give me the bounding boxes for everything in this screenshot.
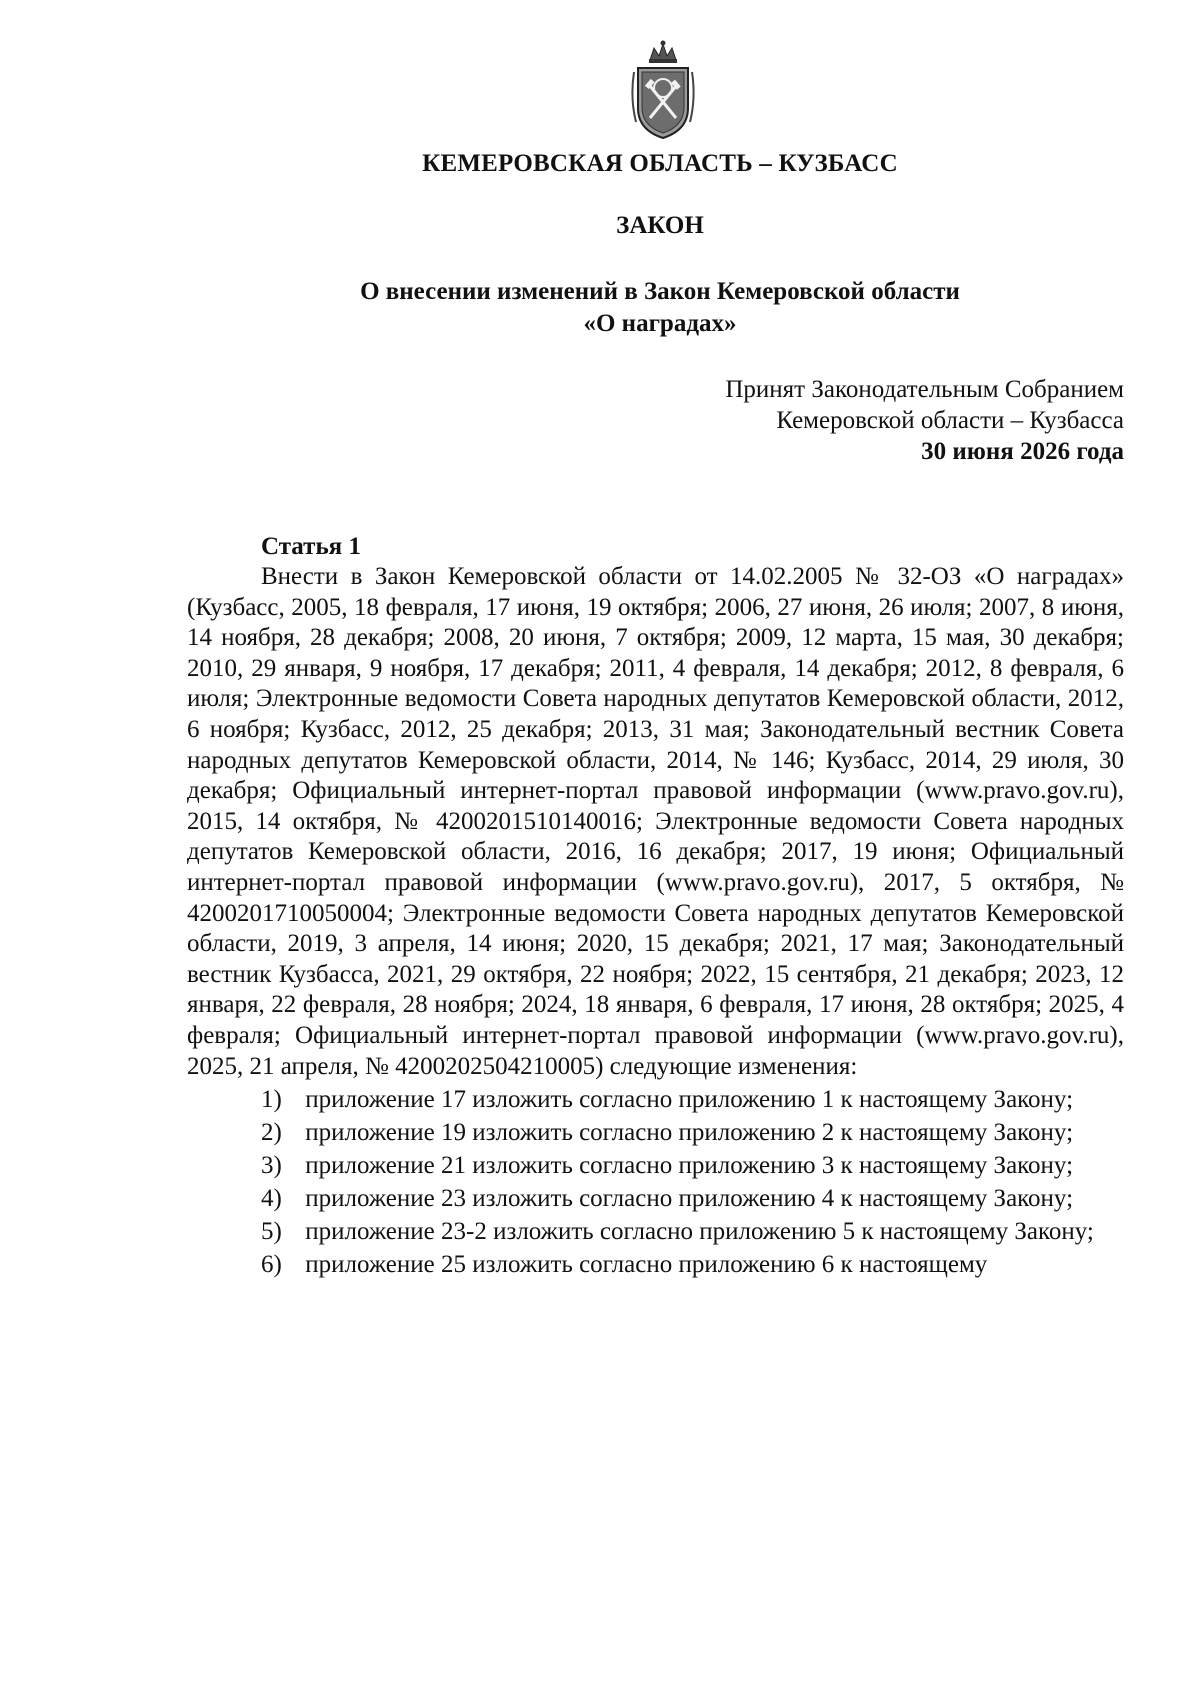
- list-item: [187, 1250, 1124, 1280]
- article-intro: Внести в Закон Кемеровской области от 14.02.2005 № 32-ОЗ «О наградах» (Кузбасс, 2005, 18 февраля, 17 июня, 19 октября; 2006, 27 июня, 26 июля; 2007, 8 июня, 14 ноября, 28 декабря; 2008, 20 июня, 7 октября; 2009, 12 марта, 15 мая, 30 декабря; 2010, 29 января, 9 ноября, 17 декабря; 2011, 4 февраля, 14 декабря; 2012, 8 февраля, 6 июля; Электронные ведомости Совета народных депутатов Кемеровской области, 2012, 6 ноября; Кузбасс, 2012, 25 декабря; 2013, 31 мая; Законодательный вестник Совета народных депутатов Кемеровской области, 2014, № 146; Кузбасс, 2014, 29 июля, 30 декабря; Официальный интернет-портал правовой информации (www.pravo.gov.ru), 2015, 14 октября, № 4200201510140016; Электронные ведомости Совета народных депутатов Кемеровской области, 2016, 16 декабря; 2017, 19 июня; Официальный интернет-портал правовой информации (www.pravo.gov.ru), 2017, 5 октября, № 4200201710050004; Электронные ведомости Совета народных депутатов Кемеровской области, 2019, 3 апреля, 14 июня; 2020, 15 декабря; 2021, 17 мая; Законодательный вестник Кузбасса, 2021, 29 октября, 22 ноября; 2022, 15 сентября, 21 декабря; 2023, 12 января, 22 февраля, 28 ноября; 2024, 18 января, 6 февраля, 17 июня, 28 октября; 2025, 4 февраля; Официальный интернет-портал правовой информации (www.pravo.gov.ru), 2025, 21 апреля, № 4200202504210005) следующие изменения:: [187, 563, 1124, 1080]
- list-item-text: приложение 19 изложить согласно приложению 2 к настоящему Закону;: [305, 1119, 1074, 1147]
- list-item: [187, 1151, 1124, 1181]
- list-item-text: приложение 23 изложить согласно приложению 4 к настоящему Закону;: [305, 1185, 1074, 1213]
- list-item-number: 2): [261, 1119, 282, 1147]
- list-item-number: 6): [261, 1251, 282, 1279]
- law-title-line-2: «О наградах»: [583, 310, 737, 337]
- list-item: [187, 1217, 1124, 1247]
- list-item: [187, 1118, 1124, 1148]
- article-body: [187, 532, 1124, 1280]
- law-title-line-1: О внесении изменений в Закон Кемеровской области: [360, 278, 960, 305]
- adoption-line-1: Принят Законодательным Собранием: [725, 376, 1124, 403]
- region-title: КЕМЕРОВСКАЯ ОБЛАСТЬ – КУЗБАСС: [422, 150, 898, 177]
- document-type: ЗАКОН: [616, 212, 704, 239]
- list-item-number: 1): [261, 1086, 282, 1114]
- adoption-date: 30 июня 2026 года: [921, 438, 1124, 465]
- list-item-text: приложение 21 изложить согласно приложению 3 к настоящему Закону;: [305, 1152, 1074, 1180]
- article-heading: Статья 1: [261, 533, 361, 560]
- list-item: [187, 1184, 1124, 1214]
- list-item-number: 5): [261, 1218, 282, 1246]
- adoption-line-2: Кемеровской области – Кузбасса: [776, 407, 1124, 434]
- list-item-text: приложение 23-2 изложить согласно приложению 5 к настоящему Закону;: [305, 1218, 1094, 1246]
- list-item: [187, 1085, 1124, 1115]
- adoption-block: [580, 374, 1124, 467]
- list-item-number: 3): [261, 1152, 282, 1180]
- list-item-text: приложение 17 изложить согласно приложению 1 к настоящему Закону;: [305, 1086, 1074, 1114]
- kemerovo-coat-of-arms-icon: [628, 38, 698, 144]
- law-title: [180, 276, 1140, 340]
- list-item-number: 4): [261, 1185, 282, 1213]
- list-item-text: приложение 25 изложить согласно приложению 6 к настоящему: [305, 1251, 988, 1279]
